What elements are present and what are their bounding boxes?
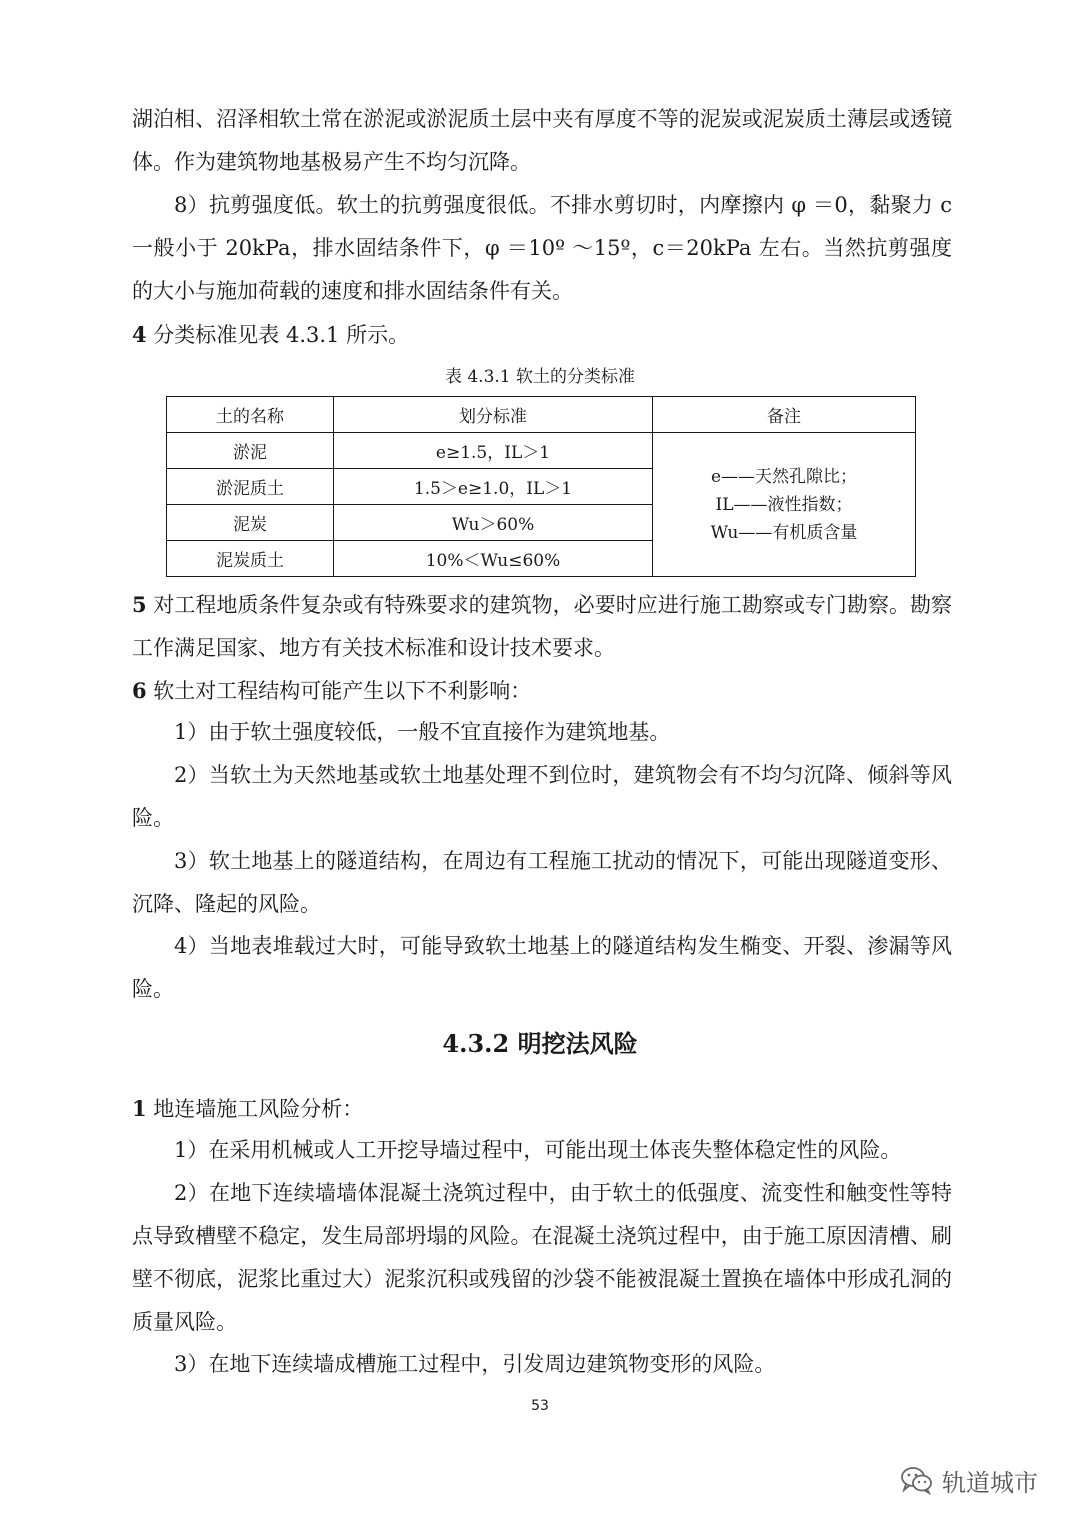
remark-line: Wu——有机质含量 [710, 522, 858, 543]
header-remarks: 备注 [653, 397, 916, 433]
table-row [167, 433, 916, 469]
header-soil-name: 土的名称 [167, 397, 334, 433]
header-criteria: 划分标准 [334, 397, 653, 433]
paragraph-adverse-effects [132, 669, 952, 713]
cell-soil-name: 泥炭质土 [167, 541, 334, 577]
remark-line: e——天然孔隙比； [710, 466, 858, 487]
cell-criteria: Wu＞60% [334, 505, 653, 541]
item-number: 6 [132, 678, 147, 703]
paragraph-effect-3: 3）软土地基上的隧道结构，在周边有工程施工扰动的情况下，可能出现隧道变形、沉降、隆起的风险。 [132, 849, 952, 916]
wechat-icon [900, 1465, 934, 1495]
table-header-row [167, 397, 916, 433]
cell-remarks [653, 433, 916, 577]
cell-criteria: 1.5＞e≥1.0，IL＞1 [334, 469, 653, 505]
item-number: 4 [132, 322, 147, 347]
paragraph-shear-strength: 8）抗剪强度低。软土的抗剪强度很低。不排水剪切时，内摩擦内 φ ＝0，黏聚力 c 一般小于 20kPa，排水固结条件下，φ ＝10º ～15º，c＝20kPa 左右。当然抗剪强度的大小与施加荷载的速度和排水固结条件有关。 [132, 193, 952, 303]
watermark [900, 1460, 1038, 1500]
watermark-text: 轨道城市 [942, 1468, 1038, 1497]
remark-line: IL——液性指数； [715, 494, 853, 515]
section-heading: 4.3.2 明挖法风险 [442, 1029, 638, 1058]
paragraph-classification [132, 313, 952, 357]
paragraph-lake-swamp: 湖泊相、沼泽相软土常在淤泥或淤泥质土层中夹有厚度不等的泥炭或泥炭质土薄层或透镜体。作为建筑物地基极易产生不均匀沉降。 [132, 107, 952, 174]
item-text: 软土对工程结构可能产生以下不利影响： [146, 679, 532, 703]
paragraph-survey [132, 583, 952, 670]
paragraph-wall-risk-1: 1）在采用机械或人工开挖导墙过程中，可能出现土体丧失整体稳定性的风险。 [174, 1138, 902, 1162]
cell-soil-name: 泥炭 [167, 505, 334, 541]
item-text: 地连墙施工风险分析： [146, 1097, 364, 1121]
paragraph-effect-1: 1）由于软土强度较低，一般不宜直接作为建筑地基。 [174, 720, 671, 744]
cell-soil-name: 淤泥质土 [167, 469, 334, 505]
item-text: 对工程地质条件复杂或有特殊要求的建筑物，必要时应进行施工勘察或专门勘察。勘察工作满足国家、地方有关技术标准和设计技术要求。 [132, 593, 952, 660]
paragraph-wall-risk-3: 3）在地下连续墙成槽施工过程中，引发周边建筑物变形的风险。 [174, 1352, 776, 1376]
page-number: 53 [531, 1398, 549, 1414]
cell-criteria: 10%＜Wu≤60% [334, 541, 653, 577]
soft-soil-classification-table [166, 396, 916, 577]
paragraph-diaphragm-wall [132, 1087, 952, 1131]
cell-soil-name: 淤泥 [167, 433, 334, 469]
item-number: 1 [132, 1096, 147, 1121]
item-text: 分类标准见表 4.3.1 所示。 [146, 323, 410, 347]
paragraph-effect-2: 2）当软土为天然地基或软土地基处理不到位时，建筑物会有不均匀沉降、倾斜等风险。 [132, 763, 952, 830]
paragraph-wall-risk-2: 2）在地下连续墙墙体混凝土浇筑过程中，由于软土的低强度、流变性和触变性等特点导致槽壁不稳定，发生局部坍塌的风险。在混凝土浇筑过程中，由于施工原因清槽、刷壁不彻底，泥浆比重过大）泥浆沉积或残留的沙袋不能被混凝土置换在墙体中形成孔洞的质量风险。 [132, 1181, 952, 1334]
cell-criteria: e≥1.5，IL＞1 [334, 433, 653, 469]
table-caption: 表 4.3.1 软土的分类标准 [444, 367, 636, 387]
item-number: 5 [132, 592, 147, 617]
paragraph-effect-4: 4）当地表堆载过大时，可能导致软土地基上的隧道结构发生椭变、开裂、渗漏等风险。 [132, 934, 952, 1001]
